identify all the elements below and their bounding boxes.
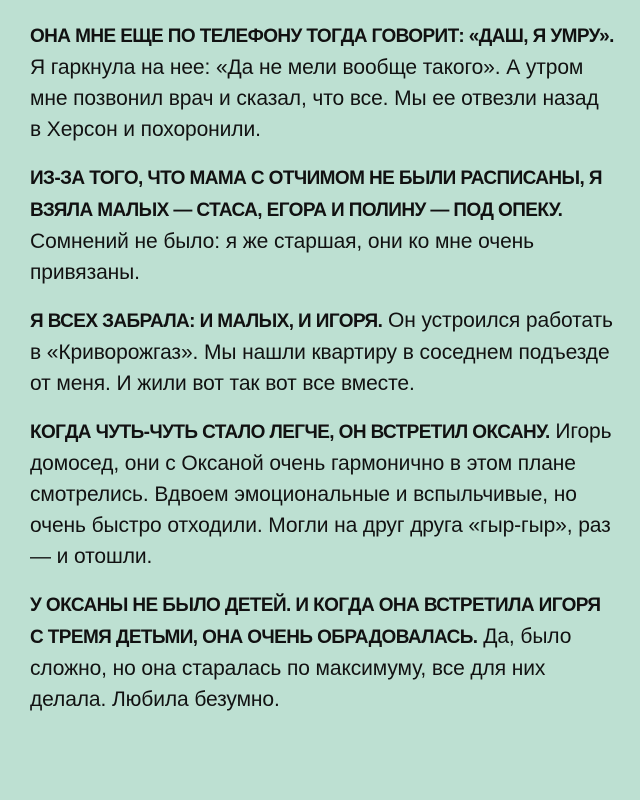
paragraph-4-text: Игорь домосед, они с Оксаной очень гармонично в этом плане смотрелись. Вдвоем эмоциональные и вспыльчивые, но очень быстро отходили. Могли на друг друга «гыр-гыр», раз — и отошли. — [30, 420, 612, 568]
paragraph-4 — [30, 416, 614, 572]
paragraph-5 — [30, 589, 614, 715]
paragraph-2-lead: ИЗ-ЗА ТОГО, ЧТО МАМА С ОТЧИМОМ НЕ БЫЛИ РАСПИСАНЫ, Я ВЗЯЛА МАЛЫХ — СТАСА, ЕГОРА И ПОЛИНУ — ПОД ОПЕКУ. — [30, 168, 602, 221]
paragraph-1-lead: ОНА МНЕ ЕЩЕ ПО ТЕЛЕФОНУ ТОГДА ГОВОРИТ: «ДАШ, Я УМРУ». — [30, 26, 614, 47]
paragraph-2-text: Сомнений не было: я же старшая, они ко мне очень привязаны. — [30, 230, 534, 284]
paragraph-4-lead: КОГДА ЧУТЬ-ЧУТЬ СТАЛО ЛЕГЧЕ, ОН ВСТРЕТИЛ ОКСАНУ. — [30, 422, 550, 443]
paragraph-1 — [30, 20, 614, 145]
paragraph-3-lead: Я ВСЕХ ЗАБРАЛА: И МАЛЫХ, И ИГОРЯ. — [30, 311, 383, 332]
paragraph-1-text: Я гаркнула на нее: «Да не мели вообще такого». А утром мне позвонил врач и сказал, что все. Мы ее отвезли назад в Херсон и похоронили. — [30, 56, 599, 141]
paragraph-3-text: Он устроился работать в «Криворожгаз». Мы нашли квартиру в соседнем подъезде от меня. И жили вот так вот все вместе. — [30, 309, 613, 395]
paragraph-3 — [30, 305, 614, 399]
paragraph-5-text: Да, было сложно, но она старалась по максимуму, все для них делала. Любила безумно. — [30, 625, 572, 711]
paragraph-2 — [30, 162, 614, 288]
paragraph-5-lead: У ОКСАНЫ НЕ БЫЛО ДЕТЕЙ. И КОГДА ОНА ВСТРЕТИЛА ИГОРЯ С ТРЕМЯ ДЕТЬМИ, ОНА ОЧЕНЬ ОБРАДОВАЛАСЬ. — [30, 595, 601, 648]
